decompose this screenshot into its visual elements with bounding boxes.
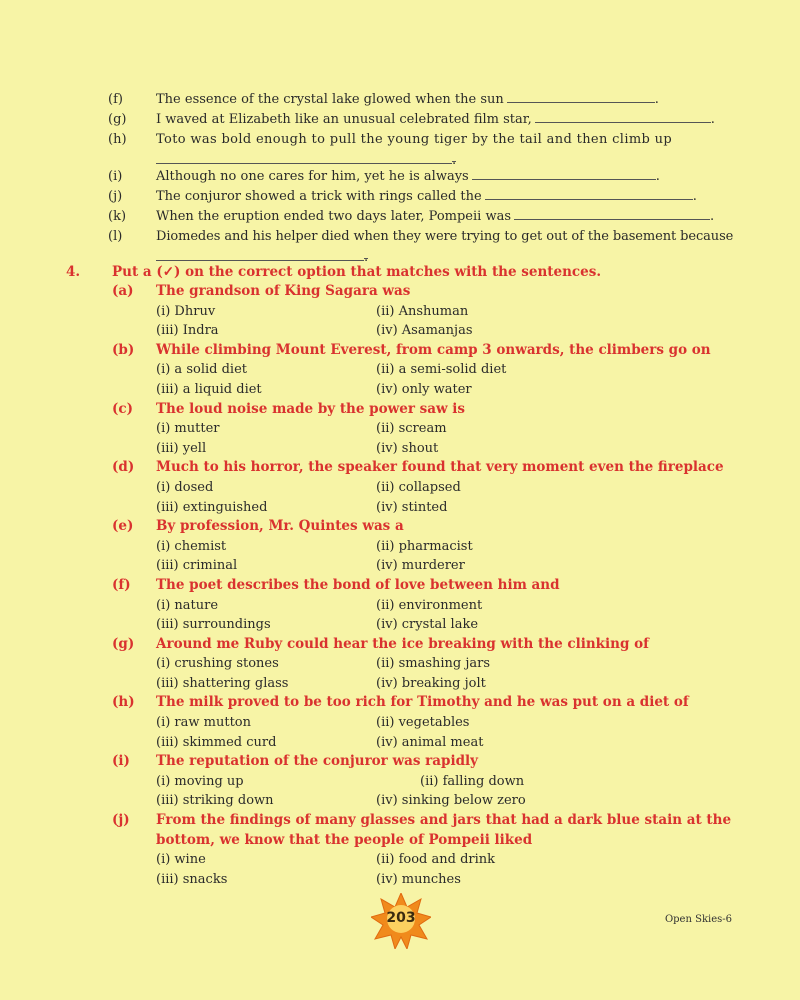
option[interactable]: (iv) crystal lake [376,617,479,633]
question-text: Much to his horror, the speaker found that very moment even the fireplace [156,459,724,476]
item-label: (h) [108,132,127,147]
question-label: (f) [112,576,131,593]
question-text: From the findings of many glasses and jars that had a dark blue stain at the bottom, we know that the people of Pompeii liked [156,812,732,848]
item-label: (j) [108,189,123,204]
fill-item-k [108,207,748,227]
question-d [112,458,756,517]
section-heading [66,262,756,282]
item-end: . [710,209,715,224]
section-number: 4. [66,264,81,280]
fill-item-f [108,90,748,110]
option[interactable]: (iii) shattering glass [156,675,289,691]
item-end: . [655,169,660,184]
option[interactable]: (iii) snacks [156,871,228,887]
option[interactable]: (ii) vegetables [376,715,470,731]
option[interactable]: (iii) criminal [156,558,238,574]
option[interactable]: (iv) animal meat [376,734,484,750]
question-label: (g) [112,635,135,652]
option[interactable]: (i) wine [156,852,206,868]
option[interactable]: (ii) Anshuman [376,303,469,319]
item-end: . [654,92,659,107]
option[interactable]: (iv) stinted [376,499,448,515]
question-i [112,752,756,811]
item-text: The essence of the crystal lake glowed when the sun [156,92,504,107]
fill-item-j [108,187,748,207]
option[interactable]: (iii) a liquid diet [156,381,262,397]
item-text: Toto was bold enough to pull the young tiger by the tail and then climb up [156,132,673,147]
answer-blank[interactable] [156,250,364,261]
option[interactable]: (ii) smashing jars [376,656,491,672]
question-j [112,811,756,889]
question-label: (b) [112,341,135,358]
section-4 [66,262,756,889]
option[interactable]: (iii) striking down [156,793,274,809]
question-e [112,517,756,576]
item-label: (i) [108,169,123,184]
item-label: (l) [108,229,123,244]
question-label: (j) [112,812,130,829]
question-text: The reputation of the conjuror was rapidly [156,753,479,770]
option[interactable]: (iii) Indra [156,323,219,339]
option[interactable]: (iv) murderer [376,558,465,574]
question-text: While climbing Mount Everest, from camp 3 onwards, the climbers go on [156,341,711,358]
item-text: When the eruption ended two days later, Pompeii was [156,209,511,224]
question-text: The grandson of King Sagara was [156,283,411,299]
fill-item-g [108,110,748,130]
option[interactable]: (ii) falling down [420,773,525,789]
option[interactable]: (i) crushing stones [156,656,279,672]
answer-blank[interactable] [535,110,711,123]
option[interactable]: (ii) pharmacist [376,538,473,554]
question-h [112,693,756,752]
question-label: (h) [112,694,135,711]
question-label: (a) [112,283,134,299]
answer-blank[interactable] [472,167,656,180]
answer-blank[interactable] [156,153,452,164]
option[interactable]: (iv) munches [376,871,461,887]
item-label: (k) [108,209,127,224]
question-a [112,282,756,341]
page-number-badge [371,893,431,949]
option[interactable]: (ii) scream [376,421,447,437]
fill-in-blanks-list [108,90,748,264]
option[interactable]: (i) chemist [156,538,227,554]
fill-item-h [108,130,748,167]
option[interactable]: (iv) breaking jolt [376,675,486,691]
option[interactable]: (iii) surroundings [156,617,271,633]
option[interactable]: (iii) skimmed curd [156,734,277,750]
fill-item-i [108,167,748,187]
question-label: (d) [112,459,135,476]
option[interactable]: (iv) shout [376,440,439,456]
question-text: The milk proved to be too rich for Timothy and he was put on a diet of [156,694,689,711]
question-text: The poet describes the bond of love between him and [156,576,560,593]
item-end: . [364,249,369,265]
question-b [112,341,756,400]
option[interactable]: (ii) food and drink [376,852,496,868]
item-text: I waved at Elizabeth like an unusual celebrated film star, [156,112,532,127]
item-end: . [452,152,457,168]
question-label: (e) [112,518,134,535]
answer-blank[interactable] [514,207,710,220]
question-f [112,576,756,635]
option[interactable]: (i) Dhruv [156,303,216,319]
answer-blank[interactable] [485,187,693,200]
option[interactable]: (i) a solid diet [156,362,247,378]
option[interactable]: (i) nature [156,597,219,613]
section-title: Put a (✓) on the correct option that matches with the sentences. [112,264,602,280]
option[interactable]: (iii) extinguished [156,499,268,515]
option[interactable]: (i) dosed [156,479,214,495]
item-text: Although no one cares for him, yet he is always [156,169,469,184]
item-end: . [692,189,697,204]
option[interactable]: (i) raw mutton [156,715,252,731]
question-text: By profession, Mr. Quintes was a [156,518,404,535]
answer-blank[interactable] [507,90,655,103]
option[interactable]: (iv) sinking below zero [376,793,526,809]
book-title: Open Skies-6 [664,914,732,925]
option[interactable]: (iv) only water [376,381,472,397]
option[interactable]: (i) mutter [156,421,220,437]
item-text: The conjuror showed a trick with rings called the [156,189,482,204]
option[interactable]: (iii) yell [156,440,207,456]
question-label: (i) [112,753,130,770]
question-c [112,400,756,459]
question-g [112,635,756,694]
option[interactable]: (i) moving up [156,773,244,789]
item-end: . [710,112,715,127]
item-label: (g) [108,112,127,127]
question-label: (c) [112,400,133,417]
question-text: Around me Ruby could hear the ice breaking with the clinking of [156,635,649,652]
fill-item-l [108,227,748,264]
item-label: (f) [108,92,123,107]
option[interactable]: (ii) collapsed [376,479,461,495]
option[interactable]: (iv) Asamanjas [376,323,473,339]
item-text: Diomedes and his helper died when they were trying to get out of the basement because [156,229,734,244]
option[interactable]: (ii) a semi-solid diet [376,362,507,378]
option[interactable]: (ii) environment [376,597,483,613]
page-number: 203 [386,910,416,926]
question-text: The loud noise made by the power saw is [156,400,466,417]
